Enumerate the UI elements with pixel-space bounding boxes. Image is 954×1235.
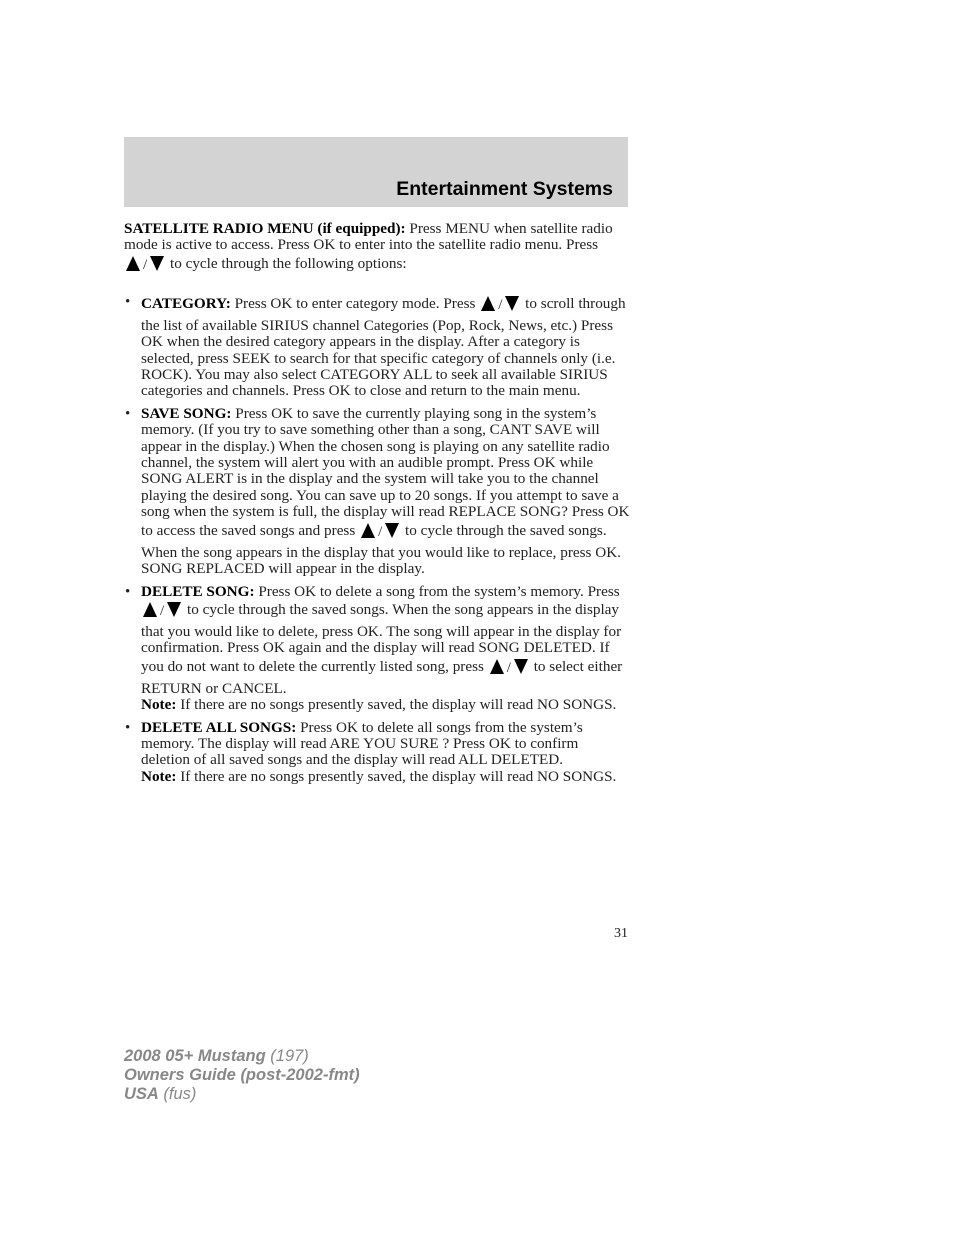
item-note (141, 697, 630, 713)
arrow-separator: / (506, 659, 511, 676)
arrow-up-icon (126, 256, 140, 271)
intro-text-a: Press MENU when satellite radio mode is active to access. Press OK to enter into the satellite radio menu. Press (124, 220, 613, 254)
item-text-b: to cycle through the saved songs. When the song appears in the display that you would like to delete, press OK. The song will appear in the display for confirmation. Press OK again and the display will read SONG DELETED. If you do not want to delete the currently listed song, press (141, 600, 622, 675)
item-text-a: Press OK to delete a song from the system’s memory. Press (254, 582, 620, 600)
up-down-arrows-icon (126, 254, 164, 278)
arrow-separator: / (160, 602, 165, 619)
item-label: DELETE ALL SONGS: (141, 718, 297, 736)
item-text-a: Press OK to save the currently playing song in the system’s memory. (If you try to save something other than a song, CANT SAVE will appear in the display.) When the chosen song is playing on any satellite radio channel, the system will alert you with an audible prompt. Press OK while SONG ALERT is in the display and the system will take you to the channel playing the desired song. You can save up to 20 songs. If you attempt to save a song when the system is full, the display will read REPLACE SONG? Press OK to access the saved songs and press (141, 404, 630, 539)
up-down-arrows-icon (361, 521, 399, 545)
intro-paragraph (124, 221, 630, 278)
footer-line-3: USA (fus) (124, 1085, 197, 1103)
up-down-arrows-icon (143, 600, 181, 624)
item-label: SAVE SONG: (141, 404, 232, 422)
arrow-up-icon (143, 602, 157, 617)
section-header-band (124, 137, 628, 207)
options-list (124, 294, 630, 785)
item-label: CATEGORY: (141, 294, 231, 312)
intro-label: SATELLITE RADIO MENU (if equipped): (124, 220, 406, 237)
footer-line-1: 2008 05+ Mustang (197) (124, 1047, 309, 1065)
arrow-up-icon (361, 523, 375, 538)
list-item-category (124, 294, 630, 400)
item-text-a: Press OK to delete all songs from the system’s memory. The display will read ARE YOU SURE ? Press OK to confirm deletion of all saved songs and the display will read ALL DELETED. (141, 718, 583, 769)
arrow-up-icon (481, 296, 495, 311)
item-text-b: to cycle through the saved songs. When the song appears in the display that you would like to replace, press OK. SONG REPLACED will appear in the display. (141, 521, 621, 578)
intro-text-b: to cycle through the following options: (166, 254, 407, 272)
item-text-b: to scroll through the list of available SIRIUS channel Categories (Pop, Rock, News, etc.) Press OK when the desired category appears in the display. After a category is selected, press SEEK to search for that specific category of channels only (i.e. ROCK). You may also select CATEGORY ALL to seek all available SIRIUS categories and channels. Press OK to close and return to the main menu. (141, 294, 626, 400)
footer-line-2: Owners Guide (post-2002-fmt) (124, 1066, 360, 1084)
section-title: Entertainment Systems (396, 178, 613, 200)
note-text: If there are no songs presently saved, the display will read NO SONGS. (176, 696, 617, 714)
list-item-delete-song (124, 584, 630, 714)
item-text-c: to select either RETURN or CANCEL. (141, 657, 623, 697)
arrow-down-icon (150, 256, 164, 271)
arrow-down-icon (385, 523, 399, 538)
arrow-separator: / (378, 523, 383, 540)
note-label: Note: (141, 767, 177, 785)
note-label: Note: (141, 696, 177, 714)
arrow-separator: / (143, 256, 148, 273)
arrow-down-icon (514, 659, 528, 674)
arrow-down-icon (505, 296, 519, 311)
note-text: If there are no songs presently saved, the display will read NO SONGS. (176, 767, 617, 785)
page-number: 31 (614, 926, 628, 941)
up-down-arrows-icon (481, 294, 519, 318)
arrow-up-icon (490, 659, 504, 674)
document-footer (124, 1047, 360, 1104)
arrow-down-icon (167, 602, 181, 617)
up-down-arrows-icon (490, 657, 528, 681)
item-text-a: Press OK to enter category mode. Press (230, 294, 480, 312)
item-note (141, 769, 630, 785)
page-content (124, 221, 630, 791)
list-item-delete-all-songs (124, 720, 630, 786)
item-label: DELETE SONG: (141, 582, 255, 600)
list-item-save-song (124, 406, 630, 578)
arrow-separator: / (498, 296, 503, 313)
